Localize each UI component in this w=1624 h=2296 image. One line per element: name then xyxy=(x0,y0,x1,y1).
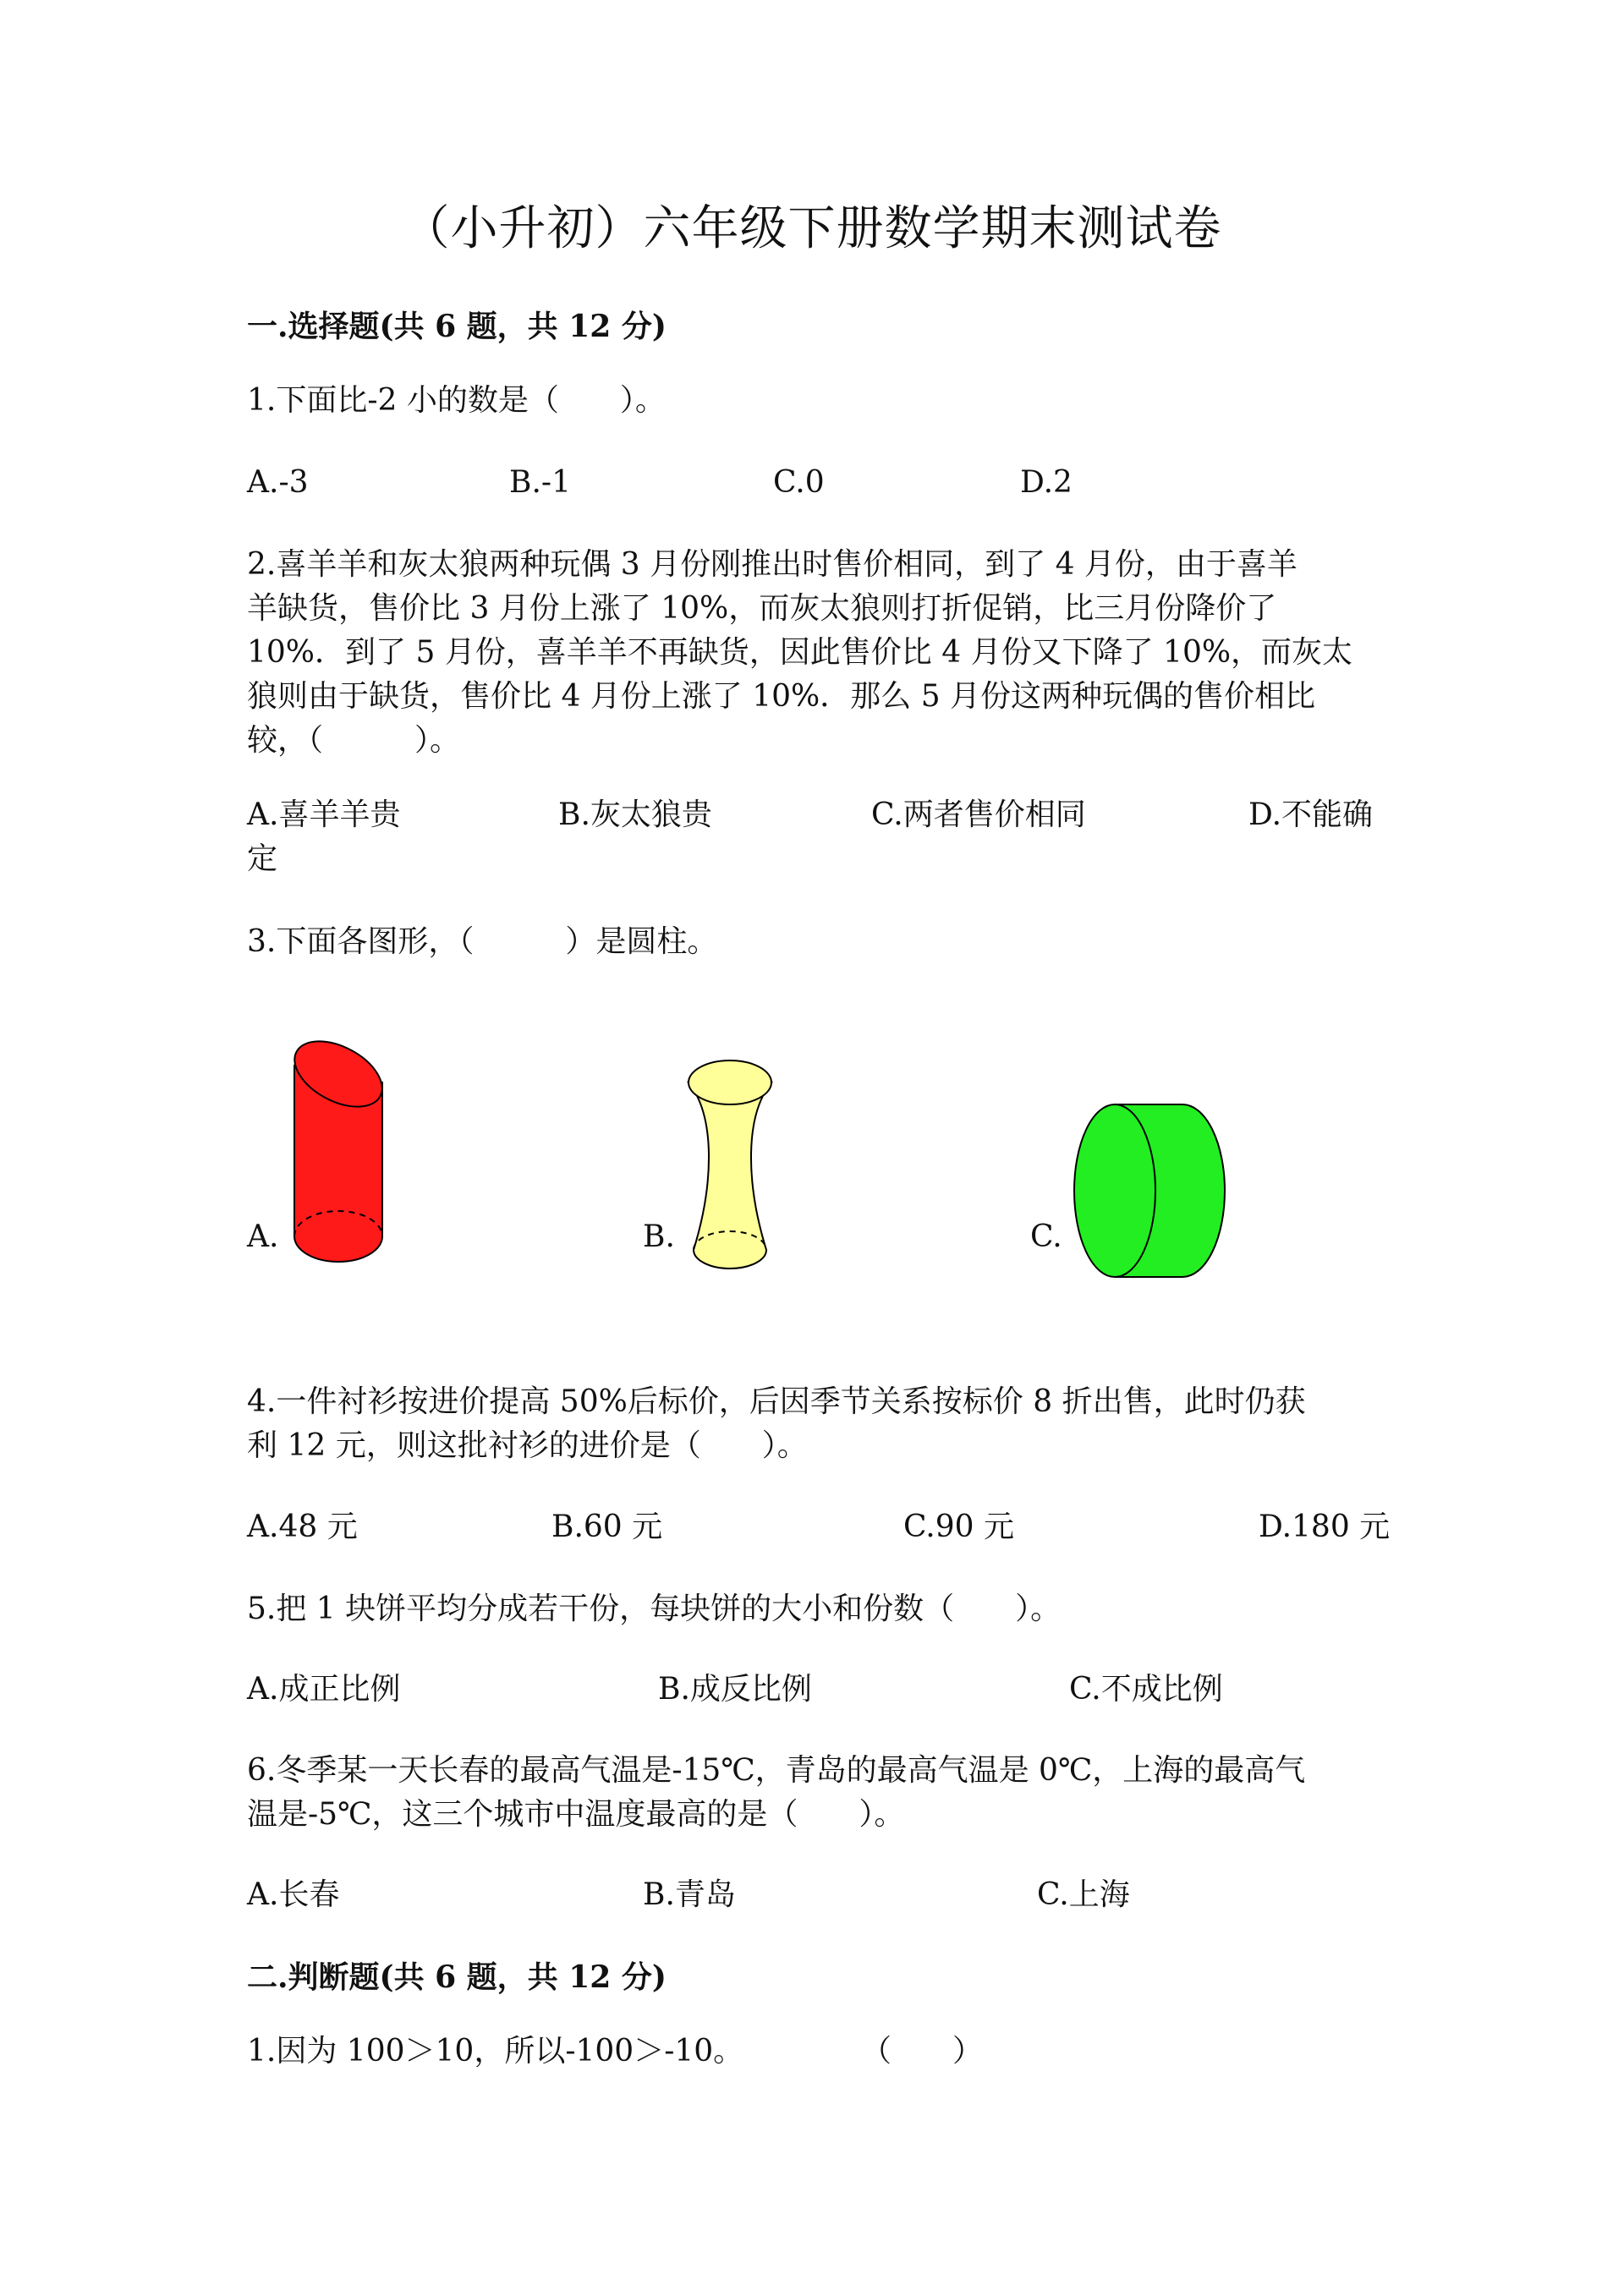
q2-option-d: D.不能确 xyxy=(1248,797,1374,832)
question-5-text: 5.把 1 块饼平均分成若干份，每块饼的大小和份数（ ）。 xyxy=(247,1592,1062,1626)
q1-option-a: A.-3 xyxy=(247,465,309,500)
q4-option-d: D.180 元 xyxy=(1259,1510,1391,1544)
q6-line: 6.冬季某一天长春的最高气温是-15℃，青岛的最高气温是 0℃，上海的最高气 xyxy=(247,1753,1306,1788)
q1-option-b: B.-1 xyxy=(509,465,571,500)
q6-option-b: B.青岛 xyxy=(643,1877,736,1912)
q2-option-c: C.两者售价相同 xyxy=(871,797,1086,832)
q2-line: 羊缺货，售价比 3 月份上涨了 10%，而灰太狼则打折促销，比三月份降价了 xyxy=(247,591,1277,626)
q5-option-c: C.不成比例 xyxy=(1069,1672,1223,1707)
section-heading-judgement: 二.判断题(共 6 题，共 12 分) xyxy=(247,1959,667,1995)
q6-option-a: A.长春 xyxy=(247,1877,340,1912)
q4-option-c: C.90 元 xyxy=(903,1510,1014,1544)
q4-option-a: A.48 元 xyxy=(247,1510,358,1544)
q1-option-d: D.2 xyxy=(1020,465,1073,500)
q4-line: 4.一件衬衫按进价提高 50%后标价，后因季节关系按标价 8 折出售，此时仍获 xyxy=(247,1384,1306,1419)
q2-line: 较，（ ）。 xyxy=(247,723,461,758)
question-3-text: 3.下面各图形，（ ）是圆柱。 xyxy=(247,924,718,959)
q5-option-b: B.成反比例 xyxy=(658,1672,812,1707)
section-heading-choice: 一.选择题(共 6 题，共 12 分) xyxy=(247,309,667,344)
question-1-text: 1.下面比-2 小的数是（ ）。 xyxy=(247,383,666,418)
q2-line: 狼则由于缺货，售价比 4 月份上涨了 10%．那么 5 月份这两种玩偶的售价相比 xyxy=(247,679,1316,714)
q2-line: 10%．到了 5 月份，喜羊羊不再缺货，因此售价比 4 月份又下降了 10%，而灰太 xyxy=(247,635,1353,670)
judgement-1-text: 1.因为 100＞10，所以-100＞-10。 xyxy=(247,2034,744,2069)
hourglass-figure xyxy=(683,1057,776,1285)
q4-option-b: B.60 元 xyxy=(551,1510,663,1544)
question-6-text xyxy=(247,1749,1406,1837)
horizontal-cylinder-figure xyxy=(1071,1101,1232,1280)
question-4-text xyxy=(247,1380,1406,1468)
q1-option-c: C.0 xyxy=(773,465,825,500)
q6-line: 温是-5℃，这三个城市中温度最高的是（ ）。 xyxy=(247,1797,905,1832)
q3-option-b-label: B. xyxy=(643,1219,675,1254)
q2-option-a: A.喜羊羊贵 xyxy=(247,797,401,832)
q2-option-b: B.灰太狼贵 xyxy=(558,797,712,832)
q3-option-a-label: A. xyxy=(247,1219,279,1254)
q3-option-c-label: C. xyxy=(1030,1219,1062,1254)
q5-option-a: A.成正比例 xyxy=(247,1672,401,1707)
oblique-cylinder-figure xyxy=(288,1033,398,1287)
judgement-1-answer-bracket: （ ） xyxy=(861,2034,984,2069)
q2-option-d-wrap: 定 xyxy=(247,841,278,876)
q4-line: 利 12 元，则这批衬衫的进价是（ ）。 xyxy=(247,1428,808,1463)
q6-option-c: C.上海 xyxy=(1037,1877,1130,1912)
q2-line: 2.喜羊羊和灰太狼两种玩偶 3 月份刚推出时售价相同，到了 4 月份，由于喜羊 xyxy=(247,547,1298,582)
page-title: （小升初）六年级下册数学期末测试卷 xyxy=(402,201,1222,256)
question-2-text xyxy=(247,543,1406,763)
